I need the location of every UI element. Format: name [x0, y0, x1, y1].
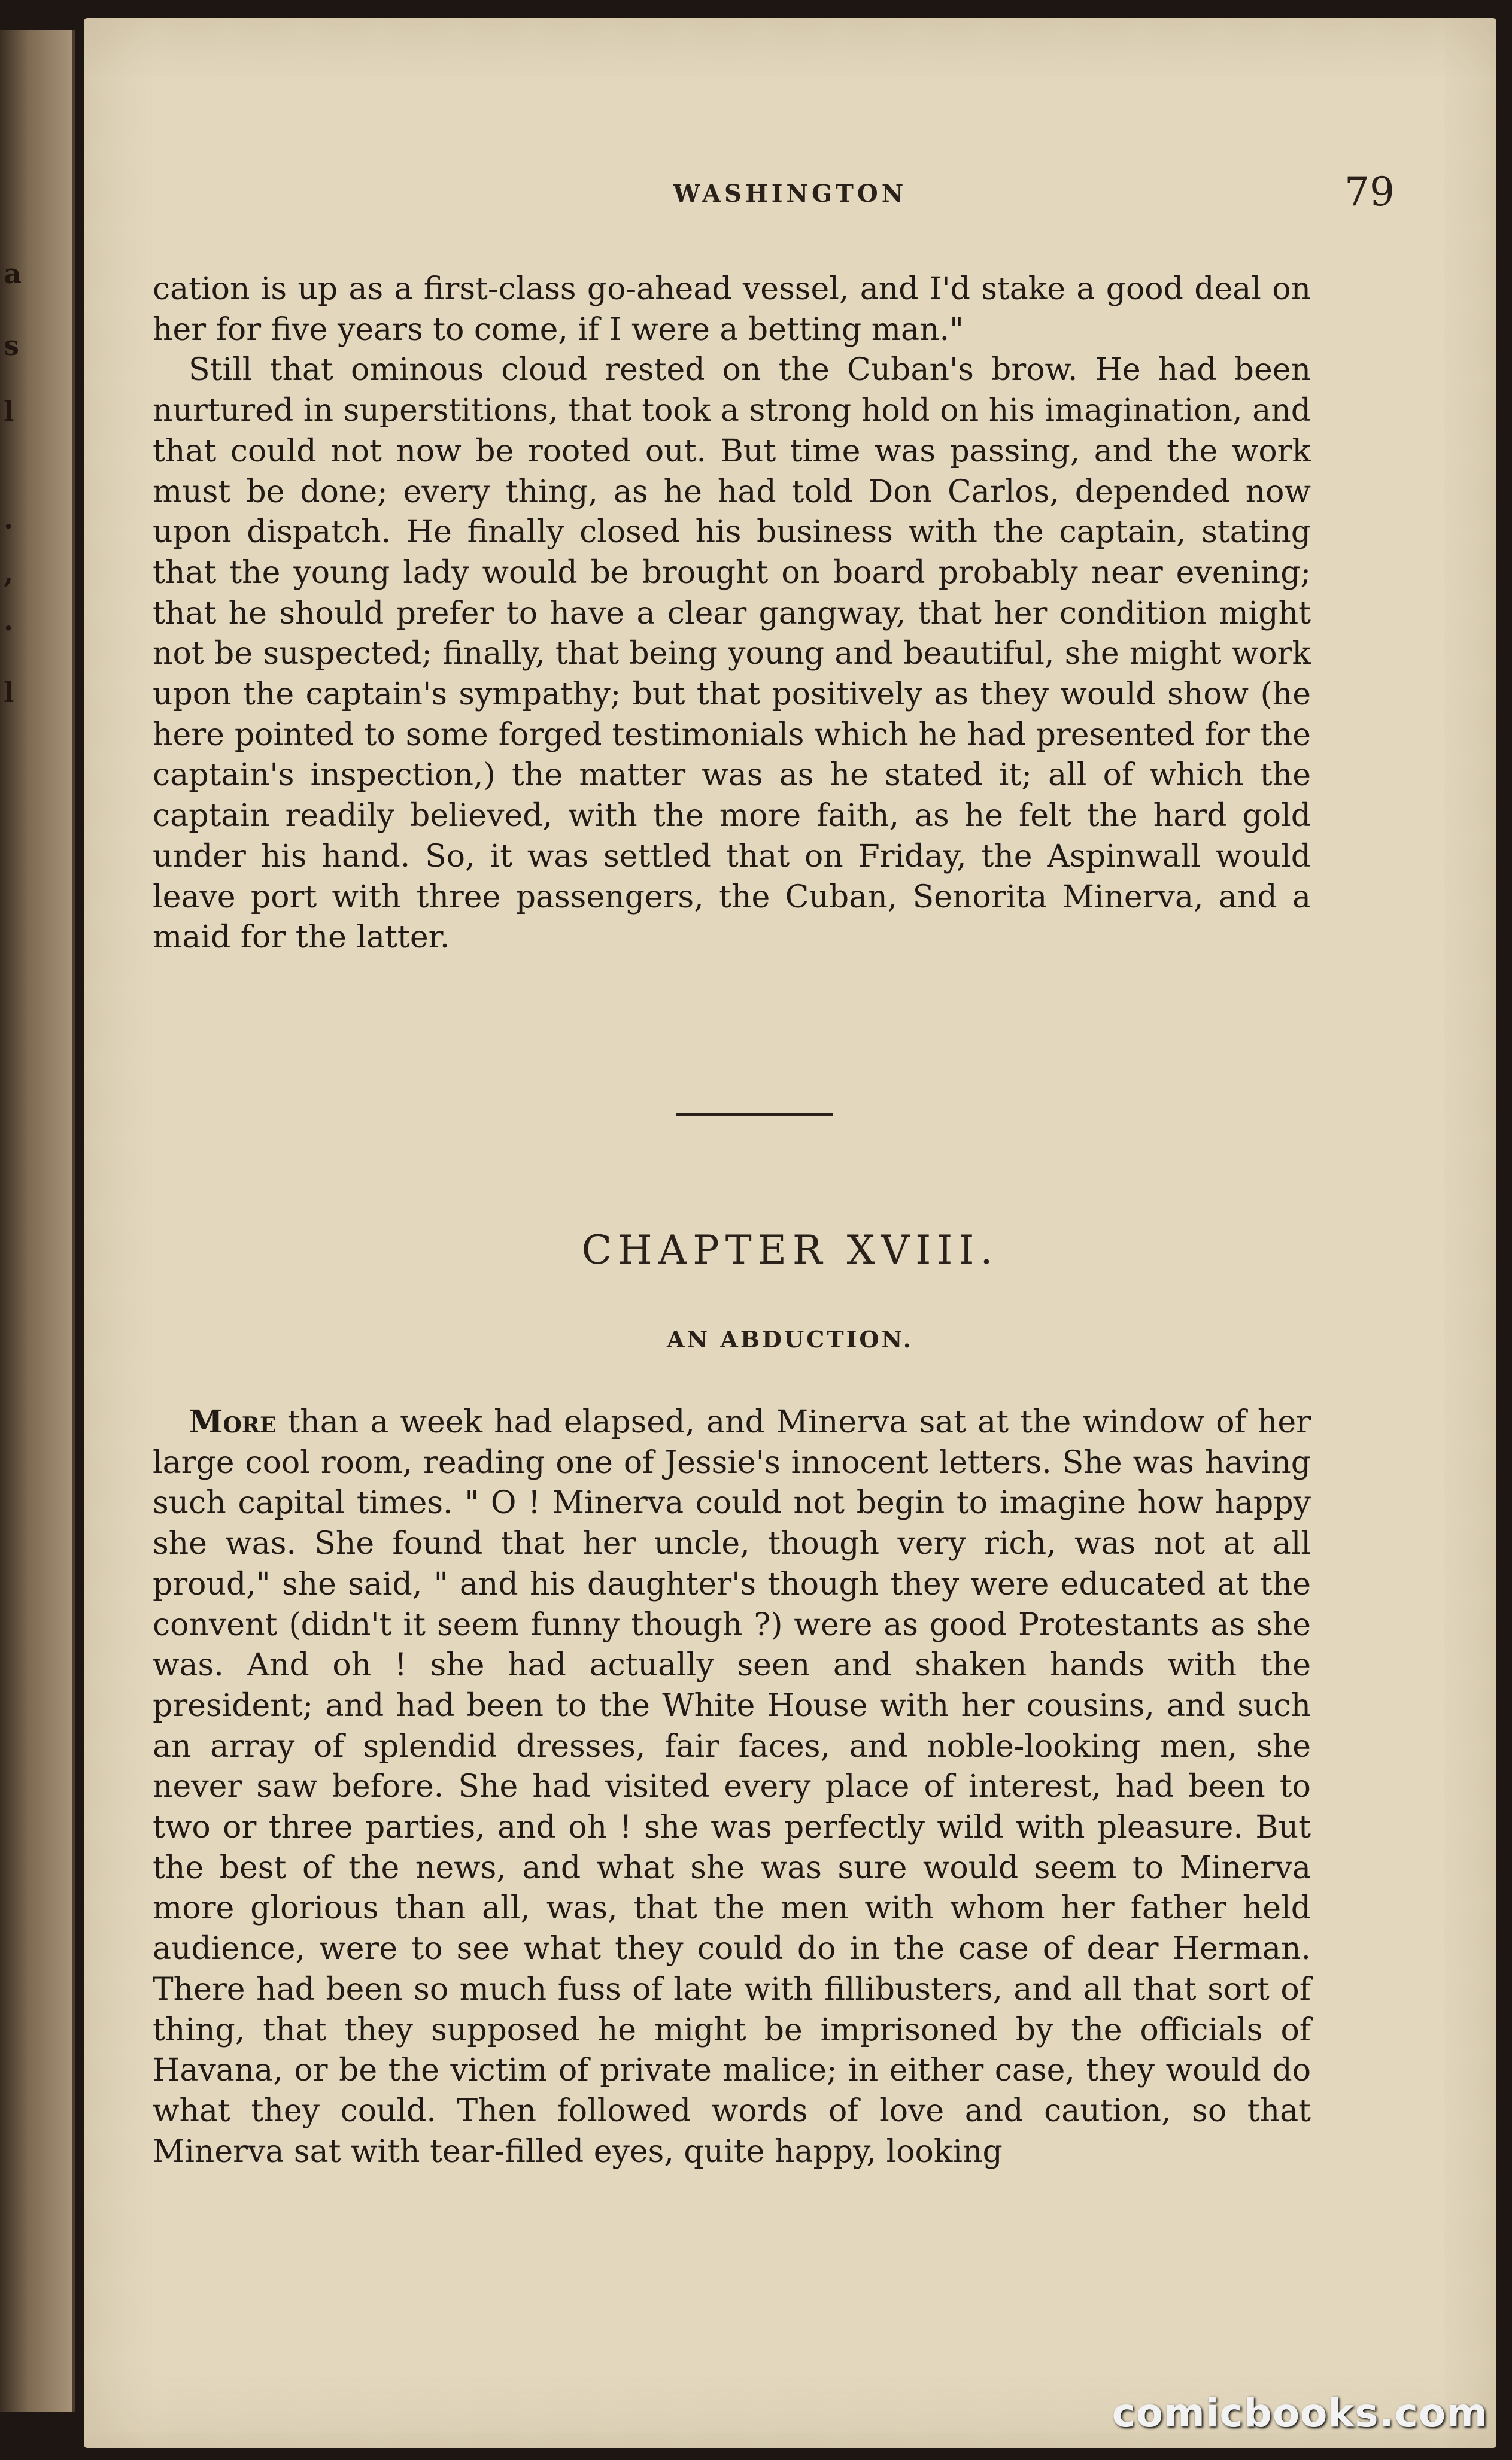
paragraph: cation is up as a first-class go-ahead vessel, and I'd stake a good deal on her for five years to come, if I were a betting man.": [153, 271, 1311, 348]
text-block-chapter: [153, 1402, 1311, 2172]
text-block-top: [153, 269, 1311, 958]
watermark-logo: comicbooks.com: [1112, 2390, 1488, 2436]
left-page-fragment: .: [4, 503, 14, 535]
section-divider: [676, 1113, 833, 1116]
page-number: 79: [1344, 169, 1395, 215]
left-page-fragment: .: [4, 605, 14, 637]
left-page-fragment: l: [4, 395, 14, 427]
left-page-fragment: a: [4, 257, 22, 290]
left-page-fragment: ,: [4, 557, 14, 589]
left-page-fragment: l: [4, 676, 14, 709]
running-title: WASHINGTON: [673, 180, 907, 208]
paragraph: [153, 1402, 1311, 2172]
book-page: [84, 18, 1496, 2448]
opening-word: More: [189, 1404, 277, 1440]
paragraph: Still that ominous cloud rested on the Cuban's brow. He had been nurtured in superstitions, that took a strong hold on his imagination, and that could not now be rooted out. But time was passing, and the work must be done; every thing, as he had told Don Carlos, depended now upon dispatch. He finally closed his business with the captain, stating that the young lady would be brought on board probably near evening; that he should prefer to have a clear gangway, that her condition might not be suspected; finally, that being young and beautiful, she might work upon the captain's sympathy; but that positively as they would show (he here pointed to some forged testimonials which he had presented for the captain's inspection,) the matter was as he stated it; all of which the captain readily believed, with the more faith, as he felt the hard gold under his hand. So, it was settled that on Friday, the Aspinwall would leave port with three passengers, the Cuban, Senorita Minerva, and a maid for the latter.: [153, 352, 1311, 956]
left-page-edge: [0, 30, 75, 2412]
left-page-fragment: s: [4, 329, 19, 362]
chapter-subtitle: AN ABDUCTION.: [666, 1326, 914, 1353]
paragraph-text: than a week had elapsed, and Minerva sat at the window of her large cool room, reading one of Jessie's innocent letters. She was having such capital times. " O ! Minerva could not begin to imagine how happy she was. She found that her uncle, though very rich, was not at all proud," she said, " and his daughter's though they were educated at the convent (didn't it seem funny though ?) were as good Protestants as she was. And oh ! she had actually seen and shaken hands with the president; and had been to the White House with her cousins, and such an array of splendid dresses, fair faces, and noble-looking men, she never saw before. She had visited every place of interest, had been to two or three parties, and oh ! she was perfectly wild with pleasure. But the best of the news, and what she was sure would seem to Minerva more glorious than all, was, that the men with whom her father held audience, were to see what they could do in the case of dear Herman. There had been so much fuss of late with fillibusters, and all that sort of thing, that they supposed he might be imprisoned by the officials of Havana, or be the victim of private malice; in either case, they would do what they could. Then followed words of love and caution, so that Minerva sat with tear-filled eyes, quite happy, looking: [153, 1404, 1311, 2170]
chapter-title: CHAPTER XVIII.: [581, 1227, 999, 1273]
